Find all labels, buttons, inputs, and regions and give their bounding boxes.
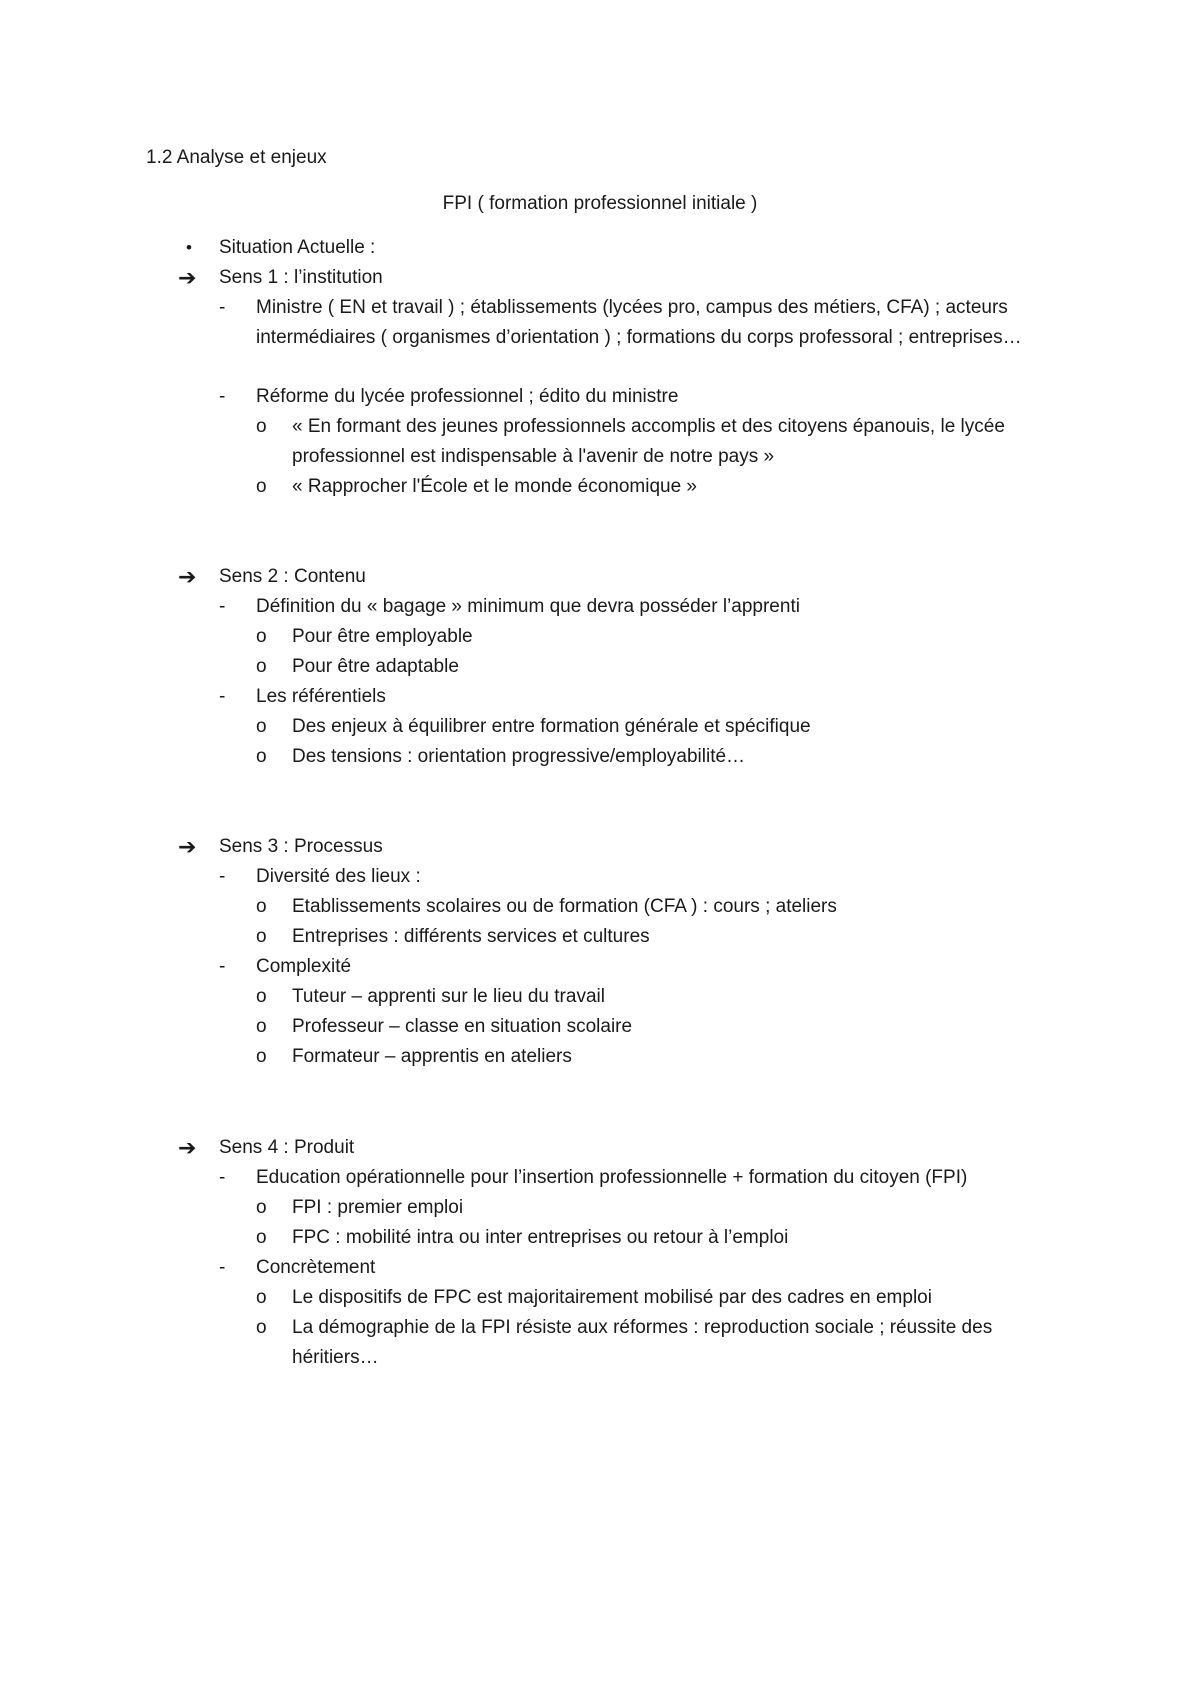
sens3-item2: Complexité (256, 956, 352, 977)
circle-bullet-icon: o (256, 986, 267, 1007)
section-title: 1.2 Analyse et enjeux (146, 147, 327, 168)
sens1-item2: Réforme du lycée professionnel ; édito du ministre (256, 386, 679, 407)
document-subtitle: FPI ( formation professionnel initiale ) (442, 193, 758, 214)
sens2-sub1: Pour être employable (292, 626, 473, 647)
sens3-heading: Sens 3 : Processus (219, 836, 383, 857)
circle-bullet-icon: o (256, 476, 267, 497)
sens2-item1: Définition du « bagage » minimum que devra posséder l’apprenti (256, 596, 800, 617)
arrow-icon: ➔ (178, 834, 197, 859)
bullet-icon: • (186, 238, 192, 257)
dash-icon: - (219, 956, 226, 977)
circle-bullet-icon: o (256, 746, 267, 767)
sens2-sub2: Pour être adaptable (292, 656, 459, 677)
circle-bullet-icon: o (256, 1317, 267, 1338)
circle-bullet-icon: o (256, 1227, 267, 1248)
situation-label: Situation Actuelle : (219, 237, 376, 258)
dash-icon: - (219, 386, 226, 407)
circle-bullet-icon: o (256, 896, 267, 917)
circle-bullet-icon: o (256, 626, 267, 647)
sens4-sub2: FPC : mobilité intra ou inter entreprises ou retour à l’emploi (292, 1227, 789, 1248)
circle-bullet-icon: o (256, 1287, 267, 1308)
dash-icon: - (219, 596, 226, 617)
sens1-item1: Ministre ( EN et travail ) ; établissements (lycées pro, campus des métiers, CFA) ; acteurs intermédiaires ( organismes d’orientation ) ; formations du corps professoral ; entreprises… (256, 297, 1022, 348)
dash-icon: - (219, 686, 226, 707)
dash-icon: - (219, 297, 226, 318)
sens1-heading: Sens 1 : l’institution (219, 267, 383, 288)
sens4-sub3: Le dispositifs de FPC est majoritairement mobilisé par des cadres en emploi (292, 1287, 932, 1308)
sens3-sub2: Entreprises : différents services et cultures (292, 926, 650, 947)
sens2-item2: Les référentiels (256, 686, 386, 707)
sens3-item1: Diversité des lieux : (256, 866, 421, 887)
sens4-item1: Education opérationnelle pour l’insertion professionnelle + formation du citoyen (FPI) (256, 1167, 968, 1188)
circle-bullet-icon: o (256, 1197, 267, 1218)
circle-bullet-icon: o (256, 416, 267, 437)
circle-bullet-icon: o (256, 1046, 267, 1067)
sens2-sub3: Des enjeux à équilibrer entre formation générale et spécifique (292, 716, 811, 737)
arrow-icon: ➔ (178, 564, 197, 589)
sens3-sub5: Formateur – apprentis en ateliers (292, 1046, 572, 1067)
sens4-sub4: La démographie de la FPI résiste aux réformes : reproduction sociale ; réussite des héritiers… (292, 1317, 993, 1368)
dash-icon: - (219, 866, 226, 887)
dash-icon: - (219, 1257, 226, 1278)
sens4-sub1: FPI : premier emploi (292, 1197, 464, 1218)
circle-bullet-icon: o (256, 1016, 267, 1037)
sens3-sub3: Tuteur – apprenti sur le lieu du travail (292, 986, 605, 1007)
arrow-icon: ➔ (178, 1135, 197, 1160)
circle-bullet-icon: o (256, 716, 267, 737)
dash-icon: - (219, 1167, 226, 1188)
sens2-sub4: Des tensions : orientation progressive/employabilité… (292, 746, 746, 767)
sens2-heading: Sens 2 : Contenu (219, 566, 366, 587)
arrow-icon: ➔ (178, 265, 197, 290)
sens3-sub4: Professeur – classe en situation scolaire (292, 1016, 633, 1037)
circle-bullet-icon: o (256, 926, 267, 947)
sens4-heading: Sens 4 : Produit (219, 1137, 355, 1158)
sens1-quote2: « Rapprocher l'École et le monde économique » (292, 476, 697, 497)
sens4-item2: Concrètement (256, 1257, 376, 1278)
sens1-quote1: « En formant des jeunes professionnels accomplis et des citoyens épanouis, le lycée professionnel est indispensable à l'avenir de notre pays » (292, 416, 1005, 467)
circle-bullet-icon: o (256, 656, 267, 677)
sens3-sub1: Etablissements scolaires ou de formation (CFA ) : cours ; ateliers (292, 896, 837, 917)
